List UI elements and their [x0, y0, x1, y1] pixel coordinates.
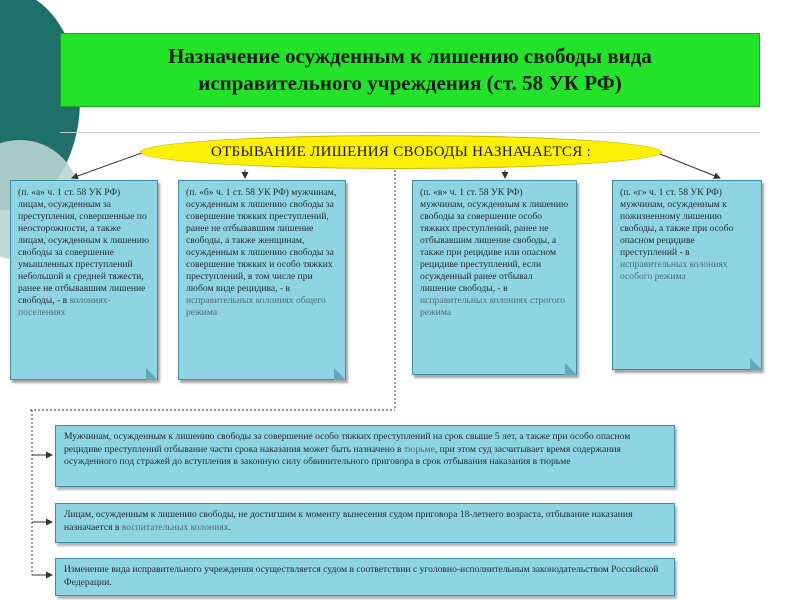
card-highlight: колониях-поселениях: [18, 295, 111, 318]
info-highlight: воспитательных колониях: [121, 521, 229, 533]
card-text: (п. «б» ч. 1 ст. 58 УК РФ) мужчинам, осужденным к лишению свободы за совершение тяжких преступлений, ранее не отбывавшим лишение свободы, а также женщинам, осужденным к лишению свободы за совершение тяжких и особо тяжких преступлений, в том числе при любом виде рецидива, - в: [186, 187, 337, 294]
card-text: (п. «а» ч. 1 ст. 58 УК РФ) лицам, осужденным за преступления, совершенные по неосторожности, а также лицам, осужденным к лишению свободы за совершение умышленных преступлений небольшой и средней тяжести, ранее не отбывавшим лишение свободы, - в: [18, 187, 150, 306]
card-special-regime: [612, 180, 762, 370]
card-general-regime: [178, 180, 346, 380]
banner-label: ОТБЫВАНИЕ ЛИШЕНИЯ СВОБОДЫ НАЗНАЧАЕТСЯ :: [210, 143, 592, 160]
info-text: Лицам, осужденным к лишению свободы, не достигшим к моменту вынесения судом приговора 18-летнего возраста, отбывание наказания назначается в: [64, 509, 633, 533]
info-box-regime-change: [55, 558, 675, 596]
card-colony-settlement: [10, 180, 158, 380]
card-strict-regime: [412, 180, 577, 375]
title-box: [60, 33, 760, 107]
card-highlight: исправительных колониях общего режима: [186, 295, 326, 318]
info-box-prison: [55, 425, 675, 487]
page-title: Назначение осужденным к лишению свободы вида исправительного учреждения (ст. 58 УК РФ): [168, 44, 652, 95]
info-text-after: , при этом суд засчитывает время содержания осужденного под стражей до вступления в законную силу обвинительного приговора в срок отбывания наказания в тюрьме: [64, 443, 621, 467]
card-highlight: исправительных колониях особого режима: [620, 259, 728, 282]
info-text: Мужчинам, осужденным к лишению свободы за совершение особо тяжких преступлений на срок свыше 5 лет, а также при особо опасном рецидиве преступлений отбывание части срока наказания может быть назначено в: [64, 431, 631, 455]
info-highlight: тюрьме: [403, 443, 435, 455]
info-box-educational-colony: [55, 503, 675, 543]
info-text: Изменение вида исправительного учреждения осуществляется судом в соответствии с уголовно-исполнительным законодательством Российской Федерации.: [64, 564, 659, 588]
arrow-to-card-1: [72, 150, 150, 178]
arrow-to-card-4: [650, 150, 720, 178]
card-text: (п. «г» ч. 1 ст. 58 УК РФ) мужчинам, осужденным к пожизненному лишению свободы, а также при особо опасном рецидиве преступлений - в: [620, 187, 734, 258]
info-text-after: .: [228, 521, 231, 533]
card-text: (п. «в» ч. 1 ст. 58 УК РФ) мужчинам, осужденным к лишению свободы за совершение особо тяжких преступлений, ранее не отбывавшим лишение свободы, а также при рецидиве или опасном рецидиве преступлений, если осужденный ранее отбывал лишение свободы, - в: [420, 187, 569, 294]
card-highlight: исправительных колониях строгого режима: [420, 295, 566, 318]
divider-line: [60, 132, 760, 133]
assignment-banner: [140, 135, 662, 169]
